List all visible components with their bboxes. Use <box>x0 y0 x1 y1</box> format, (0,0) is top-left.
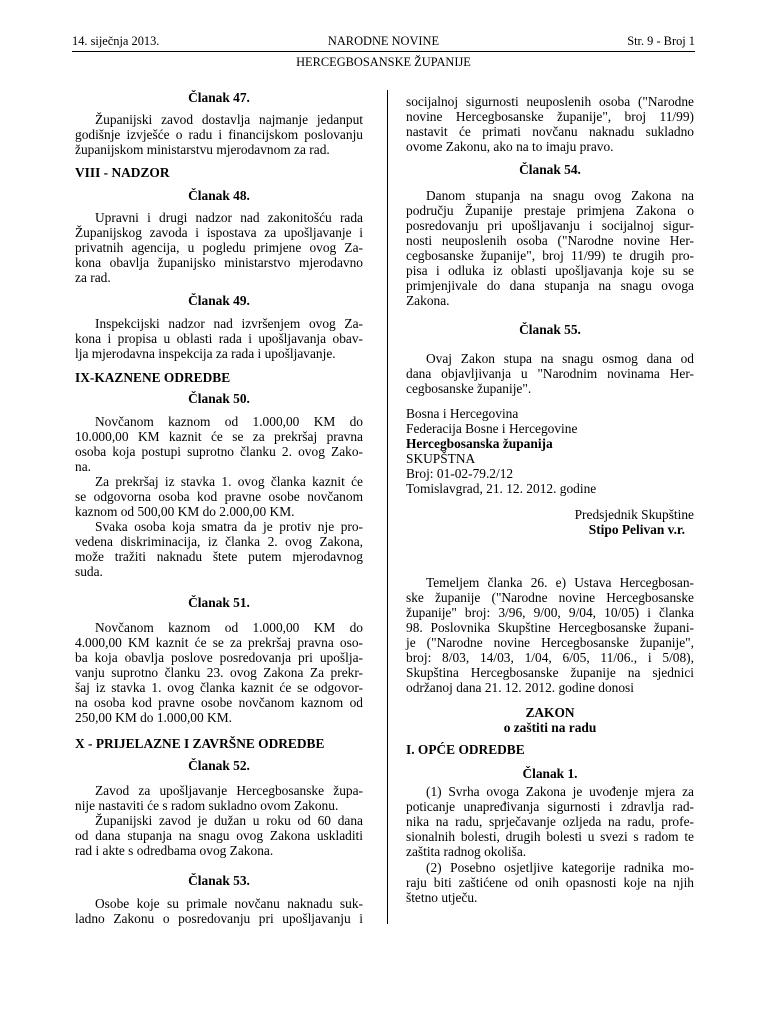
text-line: kona i propisa u oblasti rada i upošljavanja obav- <box>75 331 363 346</box>
text-line: području Županije prestaje primjena Zakona o <box>406 203 694 218</box>
text-line: broj: 8/03, 14/03, 1/04, 6/05, 11/06., i 5/08), <box>406 650 694 665</box>
text-line: štetno utječu. <box>406 890 478 905</box>
header-date: 14. siječnja 2013. <box>72 34 160 48</box>
text-line: IX-KAZNENE ODREDBE <box>75 370 231 385</box>
text-line: 10.000,00 KM kaznit će se za prekršaj pravna <box>75 429 363 444</box>
text-line: nije nastaviti će s radom sukladno ovom Zakonu. <box>75 798 339 813</box>
text-line: na osoba kod pravne osobe novčanom kaznom od <box>75 695 363 710</box>
text-line: Ovaj Zakon stupa na snagu osmog dana od <box>426 351 694 366</box>
article-heading <box>75 293 363 308</box>
text-line: zaštita radnog okoliša. <box>406 844 527 859</box>
paragraph <box>406 94 694 154</box>
text-line: suda. <box>75 564 103 579</box>
page-header <box>72 34 695 49</box>
paragraph <box>75 813 363 858</box>
text-line: kona obavlja županijsko ministarstvo mjerodavno <box>75 255 363 270</box>
text-line: Članak 52. <box>188 758 250 773</box>
signature-place-date: Tomislavgrad, 21. 12. 2012. godine <box>406 481 597 496</box>
paragraph <box>75 210 363 285</box>
text-line: vedena diskriminacija, iz članka 2. ovog Zakona, <box>75 534 363 549</box>
text-line: Novčanom kaznom od 1.000,00 KM do <box>95 414 363 429</box>
text-line: Članak 49. <box>188 293 250 308</box>
text-line: Temeljem članka 26. e) Ustava Hercegbosan- <box>426 575 694 590</box>
text-line: Svaka osoba koja smatra da je protiv nje pro- <box>95 519 363 534</box>
text-line: Županijskog zavoda i ispostava za upošljavanje i <box>75 225 363 240</box>
article-heading <box>75 595 363 610</box>
text-line: Članak 55. <box>519 322 581 337</box>
text-line: Članak 48. <box>188 188 250 203</box>
text-line: Predsjednik Skupštine <box>574 507 694 522</box>
text-line: sionalnih bolesti, drugih bolesti u svezi s radom te <box>406 829 694 844</box>
article-heading <box>75 188 363 203</box>
header-publication: NARODNE NOVINE <box>327 34 440 48</box>
text-line: ovome Zakonu, ako na to imaju pravo. <box>406 139 614 154</box>
text-line: se odgovorna osoba kod pravne osobe novčanom <box>75 489 363 504</box>
text-line: održanoj dana 21. 12. 2012. godine donosi <box>406 680 634 695</box>
text-line: posredovanju pri upošljavanju i socijalnoj sigur- <box>406 218 694 233</box>
section-heading <box>75 165 363 180</box>
text-line: privatnih agencija, u pogledu primjene ovog Za- <box>75 240 363 255</box>
text-line: (1) Svrha ovoga Zakona je uvođenje mjera za <box>426 784 694 799</box>
text-line: cegbosanske županije". <box>406 381 532 396</box>
text-line: (2) Posebno osjetljive kategorije radnika mo- <box>426 860 694 875</box>
text-line: 4.000,00 KM kaznit će se za prekršaj pravna oso- <box>75 635 363 650</box>
text-line: šaj iz stavka 1. ovog članka kaznit će se odgovor- <box>75 680 363 695</box>
text-line: Inspekcijski nadzor nad izvršenjem ovog Za- <box>95 316 363 331</box>
section-heading <box>406 742 694 757</box>
text-line: Članak 47. <box>188 90 250 105</box>
text-line: nosti neuposlenih osoba ("Narodne novine Her- <box>406 233 694 248</box>
text-line: Članak 51. <box>188 595 250 610</box>
signature-block <box>406 406 694 496</box>
text-line: od dana stupanja na snagu ovog Zakona uskladiti <box>75 828 363 843</box>
paragraph <box>75 783 363 813</box>
text-line: Članak 53. <box>188 873 250 888</box>
law-title <box>406 705 694 720</box>
text-line: VIII - NADZOR <box>75 165 170 180</box>
paragraph <box>406 351 694 396</box>
text-line: je ("Narodne novine Hercegbosanske županije", <box>406 635 694 650</box>
article-heading <box>75 873 363 888</box>
header-subtitle: HERCEGBOSANSKE ŽUPANIJE <box>296 55 471 69</box>
text-line: poticanje unapređivanja sigurnosti i zdravlja rad- <box>406 799 694 814</box>
paragraph <box>75 620 363 725</box>
text-line: Zavod za upošljavanje Hercegbosanske župa- <box>95 783 363 798</box>
text-line: rad i akte s odredbama ovog Zakona. <box>75 843 274 858</box>
text-line: cegbosanske županije", broj 11/99) te drugih pro- <box>406 248 694 263</box>
text-line: lja mjerodavna inspekcija za rada i upošljavanje. <box>75 346 336 361</box>
column-divider <box>387 90 388 924</box>
text-line: Članak 1. <box>522 766 578 781</box>
text-line: pisa i odluka iz oblasti upošljavanja koje su se <box>406 263 694 278</box>
signatory-name <box>406 522 685 537</box>
article-heading <box>75 391 363 406</box>
text-line: primjenjivale do dana stupanja na snagu ovoga <box>406 278 694 293</box>
signature-canton: Hercegbosanska županija <box>406 436 553 451</box>
paragraph <box>75 896 363 926</box>
text-line: Skupština Hercegbosanske županije na sjednici <box>406 665 694 680</box>
text-line: ba koja obavlja poslove posredovanja pri upošlja- <box>75 650 363 665</box>
article-heading <box>75 90 363 105</box>
header-page-number: Str. 9 - Broj 1 <box>627 34 695 48</box>
text-line: Za prekršaj iz stavka 1. ovog članka kaznit će <box>95 474 363 489</box>
text-line: vanju suprotno članku 23. ovog Zakona Za prekr- <box>75 665 363 680</box>
paragraph <box>75 112 363 157</box>
text-line: kaznom od 500,00 KM do 2.000,00 KM. <box>75 504 295 519</box>
signature-number: Broj: 01-02-79.2/12 <box>406 466 514 481</box>
text-line: može tražiti naknadu štete putem mjerodavnog <box>75 549 363 564</box>
text-line: ladno Zakonu o posredovanju pri upošljavanju i <box>75 911 363 926</box>
text-line: Osobe koje su primale novčanu naknadu suk- <box>95 896 363 911</box>
paragraph <box>75 474 363 519</box>
signature-federation: Federacija Bosne i Hercegovine <box>406 421 578 436</box>
text-line: Stipo Pelivan v.r. <box>588 522 685 537</box>
paragraph <box>406 860 694 905</box>
text-line: 98. Poslovnika Skupštine Hercegbosanske župani- <box>406 620 694 635</box>
paragraph <box>75 519 363 579</box>
text-line: Upravni i drugi nadzor nad zakonitošću rada <box>95 210 363 225</box>
text-line: I. OPĆE ODREDBE <box>406 742 525 757</box>
section-heading <box>75 736 363 751</box>
text-line: o zaštiti na radu <box>503 720 597 735</box>
text-line: za rad. <box>75 270 111 285</box>
text-line: županijskom ministarstvu mjerodavnom za rad. <box>75 142 330 157</box>
text-line: Županijski zavod dostavlja najmanje jedanput <box>95 112 363 127</box>
text-line: 250,00 KM do 1.000,00 KM. <box>75 710 232 725</box>
signature-assembly: SKUPŠTNA <box>406 451 476 466</box>
paragraph <box>75 316 363 361</box>
section-heading <box>75 370 363 385</box>
signatory-title <box>406 507 694 522</box>
paragraph <box>406 575 694 695</box>
paragraph <box>406 188 694 308</box>
article-heading <box>406 162 694 177</box>
text-line: dana objavljivanja u "Narodnim novinama Her- <box>406 366 694 381</box>
text-line: Članak 50. <box>188 391 250 406</box>
text-line: socijalnoj sigurnosti neuposlenih osoba ("Narodne <box>406 94 694 109</box>
text-line: raju biti zaštićene od onih opasnosti koje na njih <box>406 875 694 890</box>
text-line: nika na radu, sprječavanje ozljeda na radu, profe- <box>406 814 694 829</box>
text-line: nastavit će primati novčanu naknadu sukladno <box>406 124 694 139</box>
article-heading <box>406 766 694 781</box>
text-line: X - PRIJELAZNE I ZAVRŠNE ODREDBE <box>75 736 325 751</box>
text-line: novine Hercegbosanske županije", broj 11/99) <box>406 109 694 124</box>
text-line: ske županije ("Narodne novine Hercegbosanske <box>406 590 694 605</box>
signature-country: Bosna i Hercegovina <box>406 406 519 421</box>
text-line: Zakona. <box>406 293 450 308</box>
header-rule <box>72 51 695 52</box>
text-line: godišnje izvješće o radu i financijskom poslovanju <box>75 127 363 142</box>
paragraph <box>75 414 363 474</box>
text-line: Novčanom kaznom od 1.000,00 KM do <box>95 620 363 635</box>
law-subtitle <box>406 720 694 735</box>
text-line: Članak 54. <box>519 162 581 177</box>
text-line: županije" broj: 3/96, 9/00, 9/04, 10/05) i članka <box>406 605 694 620</box>
paragraph <box>406 784 694 859</box>
text-line: osoba koja postupi suprotno članku 2. ovog Zako- <box>75 444 363 459</box>
article-heading <box>75 758 363 773</box>
text-line: Županijski zavod je dužan u roku od 60 dana <box>95 813 363 828</box>
text-line: na. <box>75 459 91 474</box>
article-heading <box>406 322 694 337</box>
text-line: ZAKON <box>525 705 575 720</box>
text-line: Danom stupanja na snagu ovog Zakona na <box>426 188 694 203</box>
